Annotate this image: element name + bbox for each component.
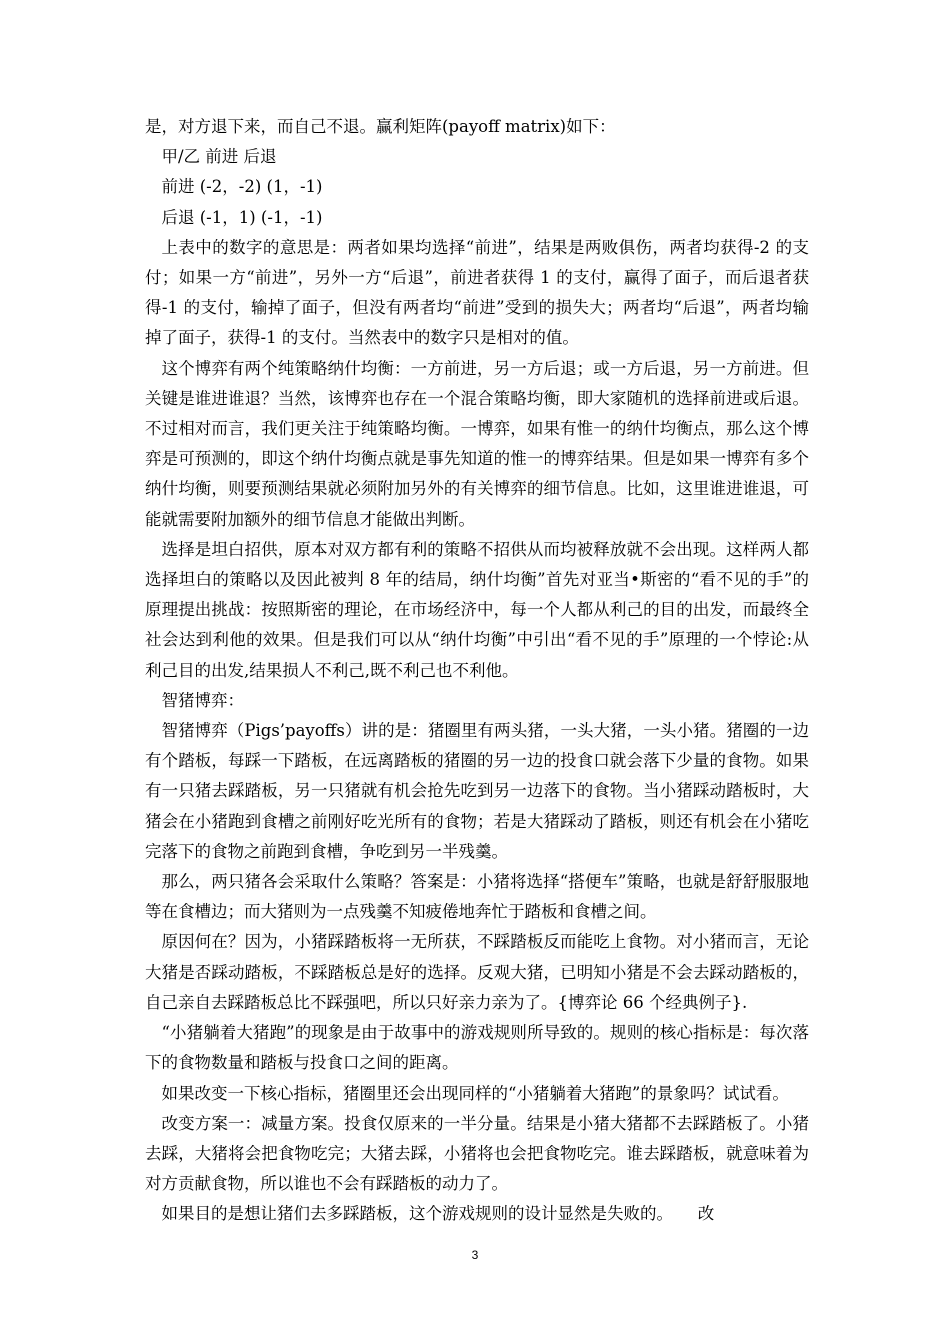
paragraph-1: 是，对方退下来，而自己不退。赢利矩阵(payoff matrix)如下： (145, 117, 616, 136)
paragraph-pigs-strategy: 那么，两只猪各会采取什么策略？答案是：小猪将选择“搭便车”策略，也就是舒舒服服地等在食槽边；而大猪则为一点残羹不知疲倦地奔忙于踏板和食槽之间。 (145, 872, 809, 922)
paragraph-reduction-plan: 改变方案一：减量方案。投食仅原来的一半分量。结果是小猪大猪都不去踩踏板了。小猪去踩，大猪将会把食物吃完；大猪去踩，小猪将也会把食物吃完。谁去踩踏板，就意味着为对方贡献食物，所以谁也不会有踩踏板的动力了。 (145, 1113, 809, 1194)
paragraph-rule-failure: 如果目的是想让猪们去多踩踏板，这个游戏规则的设计显然是失败的。 改 (161, 1204, 715, 1224)
paragraph-invisible-hand: 选择是坦白招供，原本对双方都有利的策略不招供从而均被释放就不会出现。这样两人都选择坦白的策略以及因此被判 8 年的结局，纳什均衡”首先对亚当•斯密的“看不见的手”的原理提出挑战：按照斯密的理论，在市场经济中，每一个人都从利己的目的出发，而最终全社会达到利他的效果。但是我们可以从“纳什均衡”中引出“看不见的手”原理的一个悖论:从利己目的出发,结果损人不利己,既不利己也不利他。 (145, 539, 809, 680)
page-number: 3 (471, 1248, 479, 1262)
paragraph-matrix-explanation: 上表中的数字的意思是：两者如果均选择“前进”，结果是两败俱伤，两者均获得-2 的支付；如果一方“前进”，另外一方“后退”，前进者获得 1 的支付，赢得了面子，而后退者获得-1 的支付，输掉了面子，但没有两者均“前进”受到的损失大；两者均“后退”，两者均输掉了面子，获得-1 的支付。当然表中的数字只是相对的值。 (145, 237, 809, 348)
paragraph-change-indicator: 如果改变一下核心指标，猪圈里还会出现同样的“小猪躺着大猪跑”的景象吗？试试看。 (161, 1083, 789, 1103)
document-body (145, 112, 809, 1230)
paragraph-nash-equilibrium: 这个博弈有两个纯策略纳什均衡：一方前进，另一方后退；或一方后退，另一方前进。但关键是谁进谁退？当然，该博弈也存在一个混合策略均衡，即大家随机的选择前进或后退。不过相对而言，我们更关注于纯策略均衡。一博弈，如果有惟一的纳什均衡点，那么这个博弈是可预测的，即这个纳什均衡点就是事先知道的惟一的博弈结果。但是如果一博弈有多个纳什均衡，则要预测结果就必须附加另外的有关博弈的细节信息。比如，这里谁进谁退，可能就需要附加额外的细节信息才能做出判断。 (145, 358, 809, 529)
matrix-row-advance: 前进 (-2，-2) (1，-1) (161, 177, 323, 197)
matrix-row-retreat: 后退 (-1，1) (-1，-1) (161, 207, 323, 227)
matrix-header-row: 甲/乙 前进 后退 (161, 147, 277, 167)
paragraph-pigs-reason: 原因何在？因为，小猪踩踏板将一无所获，不踩踏板反而能吃上食物。对小猪而言，无论大猪是否踩动踏板，不踩踏板总是好的选择。反观大猪，已明知小猪是不会去踩动踏板的，自己亲自去踩踏板总比不踩强吧，所以只好亲力亲为了。{博弈论 66 个经典例子}. (145, 932, 809, 1012)
section-heading-pigs-game: 智猪博弈： (161, 690, 244, 710)
paragraph-game-rules: “小猪躺着大猪跑”的现象是由于故事中的游戏规则所导致的。规则的核心指标是：每次落下的食物数量和踏板与投食口之间的距离。 (145, 1023, 809, 1073)
paragraph-pigs-description: 智猪博弈（Pigs’payoffs）讲的是：猪圈里有两头猪，一头大猪，一头小猪。猪圈的一边有个踏板，每踩一下踏板，在远离踏板的猪圈的另一边的投食口就会落下少量的食物。如果有一只猪去踩踏板，另一只猪就有机会抢先吃到另一边落下的食物。当小猪踩动踏板时，大猪会在小猪跑到食槽之前刚好吃光所有的食物；若是大猪踩动了踏板，则还有机会在小猪吃完落下的食物之前跑到食槽，争吃到另一半残羹。 (145, 721, 809, 861)
